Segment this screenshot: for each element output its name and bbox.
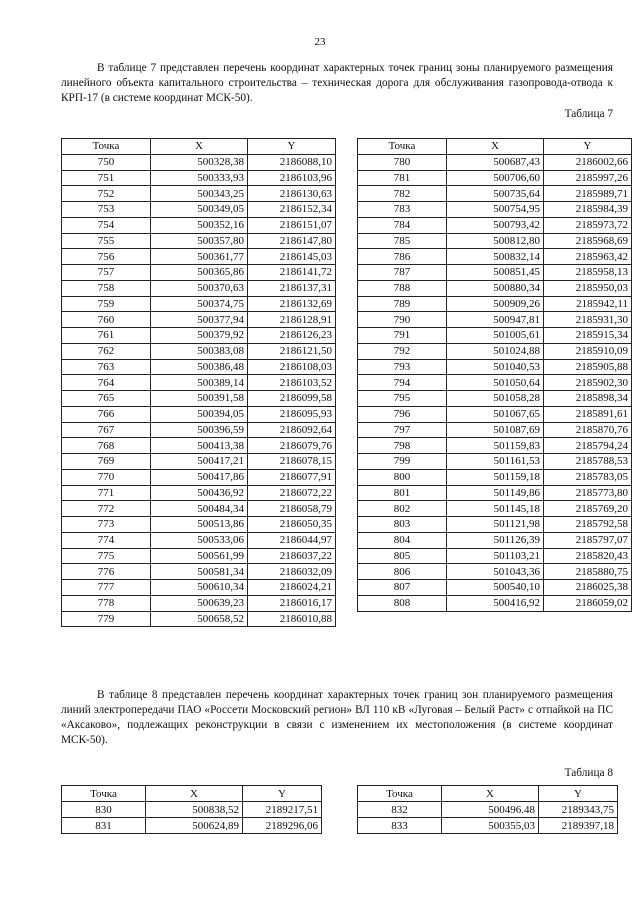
cell-point: 796 — [358, 406, 447, 422]
cell-point: 769 — [62, 454, 151, 470]
table-row — [62, 296, 336, 312]
cell-point: 757 — [62, 265, 151, 281]
cell-point: 832 — [358, 802, 442, 818]
table-row — [62, 406, 336, 422]
cell-y: 2185773,80 — [544, 485, 632, 501]
cell-y: 2186145,03 — [248, 249, 336, 265]
table-row — [358, 343, 632, 359]
intro-table7 — [61, 61, 613, 106]
cell-y: 2186025,38 — [544, 580, 632, 596]
cell-point: 807 — [358, 580, 447, 596]
cell-x: 500417,86 — [151, 469, 248, 485]
cell-point: 804 — [358, 532, 447, 548]
header-y: Y — [539, 786, 618, 802]
table-row — [62, 564, 336, 580]
cell-x: 500365,86 — [151, 265, 248, 281]
cell-x: 500880,34 — [447, 280, 544, 296]
cell-y: 2189296,06 — [243, 818, 322, 834]
cell-x: 500581,34 — [151, 564, 248, 580]
cell-x: 500370,63 — [151, 280, 248, 296]
cell-point: 797 — [358, 422, 447, 438]
cell-point: 808 — [358, 595, 447, 611]
cell-x: 501087,69 — [447, 422, 544, 438]
cell-y: 2186077,91 — [248, 469, 336, 485]
cell-point: 767 — [62, 422, 151, 438]
cell-point: 789 — [358, 296, 447, 312]
cell-point: 775 — [62, 548, 151, 564]
cell-x: 500851,45 — [447, 265, 544, 281]
cell-point: 762 — [62, 343, 151, 359]
cell-x: 500812,80 — [447, 233, 544, 249]
cell-point: 750 — [62, 154, 151, 170]
cell-x: 500793,42 — [447, 217, 544, 233]
header-x: X — [442, 786, 539, 802]
header-y: Y — [243, 786, 322, 802]
cell-x: 500658,52 — [151, 611, 248, 627]
table-row — [358, 328, 632, 344]
cell-y: 2185973,72 — [544, 217, 632, 233]
cell-point: 758 — [62, 280, 151, 296]
table-row — [62, 802, 322, 818]
cell-y: 2185880,75 — [544, 564, 632, 580]
page-number: 23 — [314, 36, 326, 48]
cell-y: 2185963,42 — [544, 249, 632, 265]
cell-y: 2186024,21 — [248, 580, 336, 596]
cell-x: 501024,88 — [447, 343, 544, 359]
cell-y: 2186130,63 — [248, 186, 336, 202]
cell-y: 2186099,58 — [248, 391, 336, 407]
table-header-row — [358, 139, 632, 155]
table-row — [62, 818, 322, 834]
table-row — [358, 249, 632, 265]
cell-x: 501145,18 — [447, 501, 544, 517]
cell-x: 500349,05 — [151, 202, 248, 218]
cell-y: 2186137,31 — [248, 280, 336, 296]
cell-point: 795 — [358, 391, 447, 407]
cell-x: 501005,61 — [447, 328, 544, 344]
cell-y: 2185792,58 — [544, 517, 632, 533]
cell-x: 500413,38 — [151, 438, 248, 454]
cell-point: 763 — [62, 359, 151, 375]
table7-right — [357, 138, 632, 612]
cell-y: 2186121,50 — [248, 343, 336, 359]
table-row — [358, 359, 632, 375]
table-row — [358, 265, 632, 281]
table-row — [62, 202, 336, 218]
cell-x: 500333,93 — [151, 170, 248, 186]
cell-point: 803 — [358, 517, 447, 533]
cell-point: 792 — [358, 343, 447, 359]
cell-x: 500610,34 — [151, 580, 248, 596]
table-row — [62, 548, 336, 564]
table-row — [358, 501, 632, 517]
cell-x: 500687,43 — [447, 154, 544, 170]
header-x: X — [151, 139, 248, 155]
cell-y: 2186058,79 — [248, 501, 336, 517]
table-row — [62, 170, 336, 186]
cell-y: 2186128,91 — [248, 312, 336, 328]
table-row — [62, 233, 336, 249]
cell-y: 2186016,17 — [248, 595, 336, 611]
cell-y: 2186059,02 — [544, 595, 632, 611]
cell-y: 2189217,51 — [243, 802, 322, 818]
cell-x: 500355,03 — [442, 818, 539, 834]
cell-x: 500328,38 — [151, 154, 248, 170]
cell-y: 2185898,34 — [544, 391, 632, 407]
cell-x: 500832,14 — [447, 249, 544, 265]
cell-point: 755 — [62, 233, 151, 249]
cell-point: 793 — [358, 359, 447, 375]
cell-point: 764 — [62, 375, 151, 391]
table-row — [358, 802, 618, 818]
cell-x: 500352,16 — [151, 217, 248, 233]
table8-right — [357, 785, 618, 834]
table-row — [62, 611, 336, 627]
table-row — [62, 422, 336, 438]
cell-point: 799 — [358, 454, 447, 470]
cell-point: 777 — [62, 580, 151, 596]
cell-x: 501043,36 — [447, 564, 544, 580]
cell-x: 501126,39 — [447, 532, 544, 548]
cell-y: 2185820,43 — [544, 548, 632, 564]
table-row — [62, 595, 336, 611]
cell-point: 765 — [62, 391, 151, 407]
cell-point: 800 — [358, 469, 447, 485]
cell-point: 753 — [62, 202, 151, 218]
cell-y: 2185794,24 — [544, 438, 632, 454]
table-row — [358, 454, 632, 470]
header-y: Y — [544, 139, 632, 155]
table-row — [358, 170, 632, 186]
caption-table7: Таблица 7 — [564, 108, 613, 120]
table-row — [62, 312, 336, 328]
cell-y: 2185769,20 — [544, 501, 632, 517]
table-row — [62, 375, 336, 391]
cell-x: 500706,60 — [447, 170, 544, 186]
cell-x: 500754,95 — [447, 202, 544, 218]
cell-x: 500361,77 — [151, 249, 248, 265]
table-row — [62, 249, 336, 265]
header-y: Y — [248, 139, 336, 155]
header-x: X — [447, 139, 544, 155]
cell-x: 500343,25 — [151, 186, 248, 202]
cell-point: 754 — [62, 217, 151, 233]
table-row — [358, 422, 632, 438]
cell-y: 2186147,80 — [248, 233, 336, 249]
cell-x: 500624,89 — [146, 818, 243, 834]
table-row — [358, 438, 632, 454]
table-row — [358, 517, 632, 533]
cell-y: 2185788,53 — [544, 454, 632, 470]
table-row — [358, 280, 632, 296]
cell-y: 2185942,11 — [544, 296, 632, 312]
table-row — [62, 280, 336, 296]
cell-point: 752 — [62, 186, 151, 202]
cell-point: 806 — [358, 564, 447, 580]
cell-point: 781 — [358, 170, 447, 186]
header-point: Точка — [62, 139, 151, 155]
cell-point: 768 — [62, 438, 151, 454]
cell-y: 2185902,30 — [544, 375, 632, 391]
cell-x: 500540,10 — [447, 580, 544, 596]
cell-y: 2186108,03 — [248, 359, 336, 375]
cell-point: 790 — [358, 312, 447, 328]
cell-y: 2186044,97 — [248, 532, 336, 548]
cell-x: 500513,86 — [151, 517, 248, 533]
table-row — [62, 501, 336, 517]
cell-point: 798 — [358, 438, 447, 454]
table-row — [358, 154, 632, 170]
cell-y: 2186092,64 — [248, 422, 336, 438]
cell-x: 501058,28 — [447, 391, 544, 407]
cell-x: 500639,23 — [151, 595, 248, 611]
cell-x: 501161,53 — [447, 454, 544, 470]
cell-y: 2186079,76 — [248, 438, 336, 454]
cell-x: 500389,14 — [151, 375, 248, 391]
cell-y: 2186050,35 — [248, 517, 336, 533]
cell-point: 782 — [358, 186, 447, 202]
cell-y: 2186078,15 — [248, 454, 336, 470]
table-row — [358, 233, 632, 249]
cell-y: 2185910,09 — [544, 343, 632, 359]
cell-y: 2186151,07 — [248, 217, 336, 233]
cell-y: 2186152,34 — [248, 202, 336, 218]
cell-x: 500909,26 — [447, 296, 544, 312]
table-row — [358, 391, 632, 407]
table-row — [358, 564, 632, 580]
table-row — [358, 186, 632, 202]
cell-x: 501040,53 — [447, 359, 544, 375]
cell-point: 759 — [62, 296, 151, 312]
table-header-row — [62, 786, 322, 802]
cell-x: 500417,21 — [151, 454, 248, 470]
cell-x: 500496.48 — [442, 802, 539, 818]
cell-x: 500383,08 — [151, 343, 248, 359]
header-x: X — [146, 786, 243, 802]
cell-x: 500379,92 — [151, 328, 248, 344]
header-point: Точка — [62, 786, 146, 802]
intro-table7-text: В таблице 7 представлен перечень координат характерных точек границ зоны планируемого размещения линейного объекта капитального строительства – техническая дорога для обслуживания газопровода-отвода к КРП-17 (в системе координат МСК-50). — [61, 62, 613, 104]
cell-y: 2185915,34 — [544, 328, 632, 344]
table-row — [62, 580, 336, 596]
cell-x: 500533,06 — [151, 532, 248, 548]
cell-point: 760 — [62, 312, 151, 328]
table-row — [62, 532, 336, 548]
cell-x: 501149,86 — [447, 485, 544, 501]
cell-y: 2186010,88 — [248, 611, 336, 627]
table8-left — [61, 785, 322, 834]
table-row — [358, 595, 632, 611]
cell-x: 500357,80 — [151, 233, 248, 249]
cell-point: 778 — [62, 595, 151, 611]
cell-point: 830 — [62, 802, 146, 818]
cell-y: 2185905,88 — [544, 359, 632, 375]
table-row — [62, 485, 336, 501]
cell-x: 500947,81 — [447, 312, 544, 328]
cell-y: 2186072,22 — [248, 485, 336, 501]
cell-point: 766 — [62, 406, 151, 422]
table-row — [358, 469, 632, 485]
cell-x: 500484,34 — [151, 501, 248, 517]
table-row — [62, 517, 336, 533]
cell-point: 805 — [358, 548, 447, 564]
cell-x: 501159,18 — [447, 469, 544, 485]
cell-x: 500838,52 — [146, 802, 243, 818]
cell-x: 501067,65 — [447, 406, 544, 422]
cell-point: 784 — [358, 217, 447, 233]
table-row — [62, 359, 336, 375]
cell-x: 501103,21 — [447, 548, 544, 564]
cell-y: 2185891,61 — [544, 406, 632, 422]
cell-point: 783 — [358, 202, 447, 218]
table-row — [62, 343, 336, 359]
table-row — [62, 154, 336, 170]
cell-point: 776 — [62, 564, 151, 580]
cell-y: 2189343,75 — [539, 802, 618, 818]
cell-x: 501050,64 — [447, 375, 544, 391]
cell-x: 500377,94 — [151, 312, 248, 328]
table-row — [62, 438, 336, 454]
caption-table8: Таблица 8 — [564, 767, 613, 779]
table7-left — [61, 138, 336, 627]
cell-point: 785 — [358, 233, 447, 249]
cell-x: 501159,83 — [447, 438, 544, 454]
cell-y: 2185950,03 — [544, 280, 632, 296]
table-row — [62, 454, 336, 470]
cell-y: 2185989,71 — [544, 186, 632, 202]
cell-point: 770 — [62, 469, 151, 485]
cell-point: 833 — [358, 818, 442, 834]
cell-point: 773 — [62, 517, 151, 533]
cell-x: 500561,99 — [151, 548, 248, 564]
cell-x: 500436,92 — [151, 485, 248, 501]
cell-y: 2186103,96 — [248, 170, 336, 186]
cell-point: 751 — [62, 170, 151, 186]
table-row — [358, 485, 632, 501]
cell-point: 786 — [358, 249, 447, 265]
cell-y: 2185984,39 — [544, 202, 632, 218]
table-row — [358, 202, 632, 218]
table-row — [358, 296, 632, 312]
cell-y: 2185870,76 — [544, 422, 632, 438]
cell-point: 756 — [62, 249, 151, 265]
cell-point: 780 — [358, 154, 447, 170]
cell-point: 787 — [358, 265, 447, 281]
table-row — [358, 375, 632, 391]
cell-x: 500394,05 — [151, 406, 248, 422]
table-row — [62, 469, 336, 485]
cell-y: 2186002,66 — [544, 154, 632, 170]
cell-y: 2186037,22 — [248, 548, 336, 564]
intro-table8-text: В таблице 8 представлен перечень координат характерных точек границ зон планируемого размещения линий электропередачи ПАО «Россети Московский регион» ВЛ 110 кВ «Луговая – Белый Раст» с отпайкой на ПС «Аксаково», подлежащих реконструкции в связи с изменением их местоположения (в системе координат МСК-50). — [61, 689, 613, 746]
table-header-row — [62, 139, 336, 155]
cell-x: 500391,58 — [151, 391, 248, 407]
cell-point: 774 — [62, 532, 151, 548]
cell-point: 772 — [62, 501, 151, 517]
table-row — [62, 217, 336, 233]
table-row — [358, 217, 632, 233]
cell-point: 788 — [358, 280, 447, 296]
cell-point: 771 — [62, 485, 151, 501]
table-header-row — [358, 786, 618, 802]
cell-y: 2185997,26 — [544, 170, 632, 186]
table-row — [62, 328, 336, 344]
table7-right-body — [358, 154, 632, 611]
cell-y: 2186095,93 — [248, 406, 336, 422]
header-point: Точка — [358, 786, 442, 802]
cell-point: 802 — [358, 501, 447, 517]
cell-x: 501121,98 — [447, 517, 544, 533]
cell-x: 500416,92 — [447, 595, 544, 611]
table-row — [358, 548, 632, 564]
table-row — [62, 186, 336, 202]
cell-x: 500396,59 — [151, 422, 248, 438]
cell-y: 2185931,30 — [544, 312, 632, 328]
table-row — [358, 312, 632, 328]
table7-left-body — [62, 154, 336, 627]
cell-y: 2186126,23 — [248, 328, 336, 344]
cell-x: 500374,75 — [151, 296, 248, 312]
table-row — [62, 265, 336, 281]
cell-point: 761 — [62, 328, 151, 344]
cell-point: 794 — [358, 375, 447, 391]
table-row — [358, 532, 632, 548]
table8-right-body — [358, 802, 618, 834]
cell-y: 2186141,72 — [248, 265, 336, 281]
intro-table8 — [61, 688, 613, 748]
cell-y: 2186088,10 — [248, 154, 336, 170]
table8-left-body — [62, 802, 322, 834]
table-row — [62, 391, 336, 407]
cell-point: 779 — [62, 611, 151, 627]
header-point: Точка — [358, 139, 447, 155]
table-row — [358, 406, 632, 422]
cell-y: 2185968,69 — [544, 233, 632, 249]
table-row — [358, 818, 618, 834]
cell-x: 500386,48 — [151, 359, 248, 375]
cell-y: 2185783,05 — [544, 469, 632, 485]
cell-point: 831 — [62, 818, 146, 834]
cell-point: 801 — [358, 485, 447, 501]
cell-y: 2185797,07 — [544, 532, 632, 548]
cell-y: 2186032,09 — [248, 564, 336, 580]
cell-y: 2189397,18 — [539, 818, 618, 834]
cell-y: 2186132,69 — [248, 296, 336, 312]
table-row — [358, 580, 632, 596]
cell-point: 791 — [358, 328, 447, 344]
cell-x: 500735,64 — [447, 186, 544, 202]
cell-y: 2185958,13 — [544, 265, 632, 281]
cell-y: 2186103,52 — [248, 375, 336, 391]
